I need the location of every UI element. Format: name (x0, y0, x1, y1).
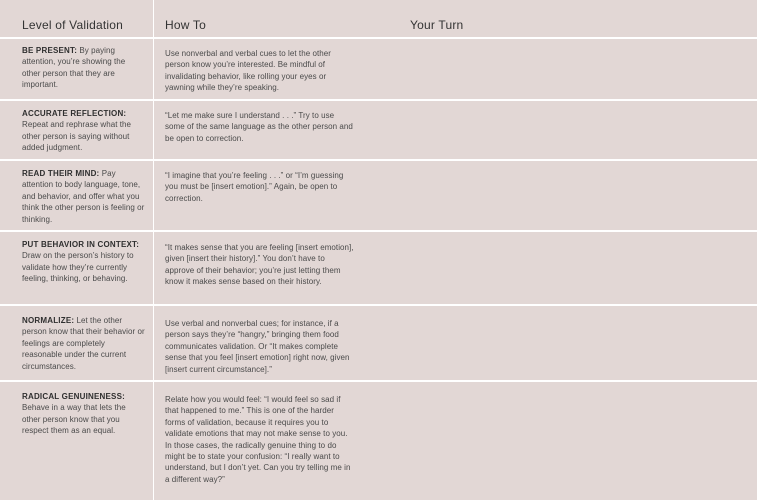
row-1-description: By paying attention, you’re showing the other person that they are important. (22, 46, 126, 90)
row-6-title: RADICAL GENUINENESS: (22, 392, 125, 401)
row-4-title: PUT BEHAVIOR IN CONTEXT: (22, 240, 140, 249)
row-2-title: ACCURATE REFLECTION: (22, 109, 127, 118)
row-divider-header (0, 37, 757, 39)
row-divider-3 (0, 230, 757, 232)
row-divider-5 (0, 380, 757, 382)
header-your-turn: Your Turn (410, 18, 464, 32)
row-3-your-turn[interactable] (410, 170, 740, 220)
row-6-level-cell (22, 391, 146, 437)
row-1-how-to: Use nonverbal and verbal cues to let the other person know you’re interested. Be mindful of invalidating behavior, like rolling your eyes or yawning while they’re speaking. (165, 49, 331, 93)
row-5-your-turn[interactable] (410, 318, 740, 373)
row-6-your-turn[interactable] (410, 394, 740, 489)
row-2-your-turn[interactable] (410, 110, 740, 150)
header-level-of-validation: Level of Validation (22, 18, 123, 32)
row-2-level-cell (22, 108, 146, 154)
row-3-description: Pay attention to body language, tone, and behavior, and offer what you think the other person is feeling or thinking. (22, 169, 145, 224)
row-6-description: Behave in a way that lets the other person know that you respect them as an equal. (22, 403, 126, 436)
header-how-to: How To (165, 18, 206, 32)
row-4-your-turn[interactable] (410, 242, 740, 297)
row-divider-4 (0, 304, 757, 306)
row-3-title: READ THEIR MIND: (22, 169, 100, 178)
row-4-level-cell (22, 239, 146, 285)
row-3-level-cell (22, 168, 146, 225)
row-divider-1 (0, 99, 757, 101)
row-1-title: BE PRESENT: (22, 46, 78, 55)
row-2-how-to: “Let me make sure I understand . . .” Try to use some of the same language as the other person and be open to correction. (165, 111, 353, 143)
row-4-how-to: “It makes sense that you are feeling [insert emotion], given [insert their history].” You don’t have to approve of their behavior; you’re just letting them know it makes sense based on their history. (165, 243, 354, 287)
row-1-your-turn[interactable] (410, 48, 740, 88)
row-5-level-cell (22, 315, 146, 372)
row-2-description: Repeat and rephrase what the other person is saying without added judgment. (22, 120, 132, 153)
row-divider-2 (0, 159, 757, 161)
row-5-title: NORMALIZE: (22, 316, 75, 325)
column-divider-left (153, 0, 154, 500)
row-6-how-to: Relate how you would feel: “I would feel so sad if that happened to me.” This is one of the harder forms of validation, because it requires you to validate emotions that may not make sense to you. In those cases, the radically genuine thing to do might be to state your confusion: “I really want to understand, but I don’t yet. Can you try telling me in a different way?” (165, 395, 351, 484)
row-4-description: Draw on the person’s history to validate how they’re currently feeling, thinking, or behaving. (22, 251, 134, 284)
row-5-how-to: Use verbal and nonverbal cues; for instance, if a person says they’re “hangry,” bringing them food communicates validation. Or “It makes complete sense that you feel [insert emotion] right now, given [insert current circumstance].” (165, 319, 350, 374)
row-3-how-to: “I imagine that you’re feeling . . .” or “I’m guessing you must be [insert emotion].” Again, be open to correction. (165, 171, 344, 203)
row-5-description: Let the other person know that their behavior or feelings are completely reasonable under the current circumstances. (22, 316, 145, 371)
row-1-level-cell (22, 45, 146, 91)
